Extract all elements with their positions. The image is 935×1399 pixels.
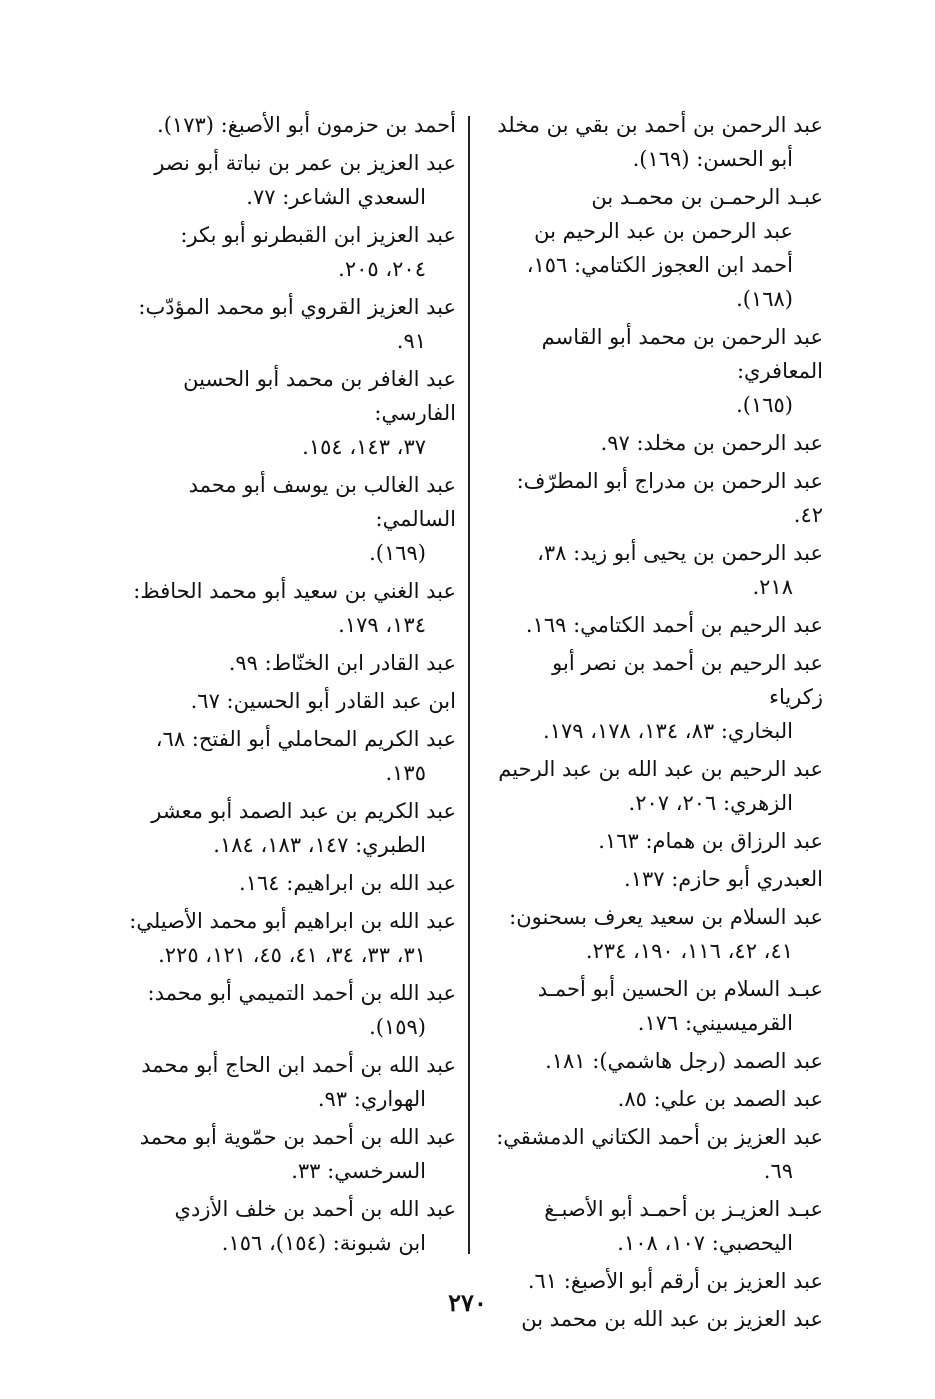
index-entry: [128, 866, 456, 900]
index-entry: [495, 1120, 823, 1188]
index-entry: [495, 646, 823, 748]
index-entry: [495, 862, 823, 896]
index-entry-heading: عبد الرحمن بن مدراج أبو المطرّف: ٤٢.: [516, 469, 823, 527]
index-entry-heading: عبد الله بن أحمد ابن الحاج أبو محمد: [141, 1053, 456, 1077]
index-entry-heading: عبـد العزيـز بن أحمـد أبو الأصبـغ: [544, 1197, 823, 1221]
index-entry: [128, 218, 456, 286]
index-entry: [495, 752, 823, 820]
index-entry-heading: عبد الله بن ابراهيم: ١٦٤.: [239, 871, 456, 895]
column-divider: [468, 116, 470, 1254]
index-entry-heading: عبد العزيز بن أرقم أبو الأصبغ: ٦١.: [527, 1269, 823, 1293]
index-entry-heading: العبدري أبو حازم: ١٣٧.: [624, 867, 823, 891]
page-number: ٢٧٠: [448, 1288, 487, 1317]
index-entry-continuation: ابن شبونة: (١٥٤)، ١٥٦.: [221, 1231, 426, 1255]
index-entry-heading: عبد الله بن أحمد التميمي أبو محمد:: [147, 981, 456, 1005]
index-entry-continuation: القرميسيني: ١٧٦.: [637, 1011, 793, 1035]
index-entry-continuation: ٣٧، ١٤٣، ١٥٤.: [302, 435, 426, 459]
index-entry-continuation: البخاري: ٨٣، ١٣٤، ١٧٨، ١٧٩.: [543, 719, 793, 743]
index-entry-continuation: الهواري: ٩٣.: [317, 1087, 426, 1111]
index-entry-continuation: ٢١٨.: [752, 575, 793, 599]
index-entry: [495, 608, 823, 642]
index-entry: [495, 1192, 823, 1260]
index-entry-heading: عبد الغالب بن يوسف أبو محمد السالمي:: [188, 473, 456, 531]
index-column-right: [495, 108, 823, 1340]
index-entry-heading: عبد العزيز القروي أبو محمد المؤدّب:: [138, 295, 456, 319]
index-entry: [128, 1048, 456, 1116]
index-entry: [495, 1082, 823, 1116]
index-entry: [128, 976, 456, 1044]
index-entry-continuation: أبو الحسن: (١٦٩).: [632, 147, 793, 171]
index-entry-heading: عبد الكريم بن عبد الصمد أبو معشر: [151, 799, 456, 823]
index-entry-continuation: ٩١.: [396, 329, 426, 353]
index-entry-continuation: (١٦٩).: [369, 541, 426, 565]
index-entry-heading: عبد الرحمن بن مخلد: ٩٧.: [600, 431, 823, 455]
index-entry-continuation: الطبري: ١٤٧، ١٨٣، ١٨٤.: [213, 833, 426, 857]
index-entry-continuation: اليحصبي: ١٠٧، ١٠٨.: [617, 1231, 793, 1255]
index-entry-continuation: (١٦٥).: [736, 393, 793, 417]
index-entry-heading: عبد الرحمن بن أحمد بن بقي بن مخلد: [497, 113, 823, 137]
index-entry-continuation: ١٣٥.: [385, 761, 426, 785]
index-entry-continuation: ١٣٤، ١٧٩.: [338, 613, 426, 637]
index-entry: [128, 574, 456, 642]
index-entry: [495, 1044, 823, 1078]
index-entry: [495, 900, 823, 968]
index-entry: [128, 362, 456, 464]
index-entry-heading: عبد الصمد بن علي: ٨٥.: [617, 1087, 823, 1111]
index-entry-heading: عبد الغافر بن محمد أبو الحسين الفارسي:: [183, 367, 456, 425]
index-entry: [495, 824, 823, 858]
index-entry-heading: عبد القادر ابن الخنّاط: ٩٩.: [228, 651, 456, 675]
index-entry: [495, 320, 823, 422]
index-entry: [495, 108, 823, 176]
index-entry-continuation: السرخسي: ٣٣.: [291, 1159, 426, 1183]
index-entry: [128, 646, 456, 680]
index-entry-continuation: ٤١، ٤٢، ١١٦، ١٩٠، ٢٣٤.: [585, 939, 793, 963]
index-entry: [495, 180, 823, 316]
index-entry-heading: ابن عبد القادر أبو الحسين: ٦٧.: [190, 689, 456, 713]
index-entry: [128, 722, 456, 790]
index-entry-heading: عبد الله بن ابراهيم أبو محمد الأصيلي:: [129, 909, 456, 933]
index-entry-heading: عبد الرحيم بن أحمد الكتامي: ١٦٩.: [525, 613, 823, 637]
index-entry-continuation: عبد الرحمن بن عبد الرحيم بن أحمد ابن العجوز الكتامي: ١٥٦، (١٦٨).: [526, 219, 793, 311]
index-entry-continuation: الزهري: ٢٠٦، ٢٠٧.: [628, 791, 793, 815]
index-entry-continuation: السعدي الشاعر: ٧٧.: [246, 185, 426, 209]
index-entry-heading: عبد الرحمن بن يحيى أبو زيد: ٣٨،: [537, 541, 823, 565]
index-entry-heading: عبد الغني بن سعيد أبو محمد الحافظ:: [133, 579, 456, 603]
index-entry: [495, 426, 823, 460]
index-column-left: [128, 108, 456, 1264]
index-entry: [128, 146, 456, 214]
index-entry-heading: عبد الرحمن بن محمد أبو القاسم المعافري:: [541, 325, 823, 383]
index-entry: [128, 108, 456, 142]
index-entry-continuation: ٦٩.: [763, 1159, 793, 1183]
index-entry: [495, 536, 823, 604]
index-entry-heading: عبد الله بن أحمد بن خلف الأزدي: [174, 1197, 456, 1221]
index-entry-heading: عبد الرحيم بن أحمد بن نصر أبو زكرياء: [552, 651, 823, 709]
index-entry-heading: عبد العزيز ابن القبطرنو أبو بكر:: [180, 223, 456, 247]
index-entry: [128, 1120, 456, 1188]
index-entry: [495, 972, 823, 1040]
index-entry: [495, 464, 823, 532]
index-entry-heading: عبد العزيز بن عمر بن نباتة أبو نصر: [154, 151, 456, 175]
index-entry-heading: عبد العزيز بن أحمد الكتاني الدمشقي:: [496, 1125, 823, 1149]
index-entry-heading: عبد الله بن أحمد بن حمّوية أبو محمد: [139, 1125, 456, 1149]
index-entry-continuation: (١٥٩).: [369, 1015, 426, 1039]
index-entry: [128, 468, 456, 570]
index-entry: [128, 904, 456, 972]
index-entry-heading: أحمد بن حزمون أبو الأصبغ: (١٧٣).: [157, 113, 456, 137]
index-entry-continuation: ٢٠٤، ٢٠٥.: [338, 257, 426, 281]
index-entry-heading: عبد الرزاق بن همام: ١٦٣.: [598, 829, 823, 853]
index-entry: [128, 1192, 456, 1260]
index-entry: [128, 794, 456, 862]
index-entry: [128, 290, 456, 358]
index-entry-continuation: ٣١، ٣٣، ٣٤، ٤١، ٤٥، ١٢١، ٢٢٥.: [158, 943, 426, 967]
index-entry-heading: عبـد السلام بن الحسين أبو أحمـد: [537, 977, 823, 1001]
index-entry-heading: عبد الرحيم بن عبد الله بن عبد الرحيم: [498, 757, 823, 781]
index-entry-heading: عبـد الرحمـن بن محمـد بن: [591, 185, 823, 209]
index-entry-heading: عبد الصمد (رجل هاشمي): ١٨١.: [545, 1049, 823, 1073]
index-entry-heading: عبد السلام بن سعيد يعرف بسحنون:: [509, 905, 823, 929]
index-entry-heading: عبد الكريم المحاملي أبو الفتح: ٦٨،: [155, 727, 456, 751]
index-entry-heading: عبد العزيز بن عبد الله بن محمد بن: [521, 1307, 823, 1331]
index-entry: [128, 684, 456, 718]
